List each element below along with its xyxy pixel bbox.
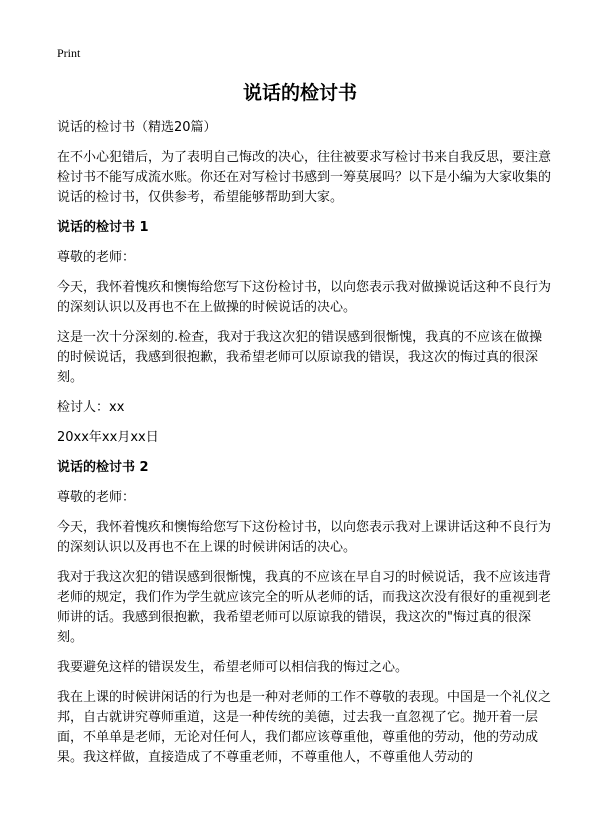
signature: 检讨人：xx — [57, 400, 125, 415]
body-paragraph: 今天，我怀着愧疚和懊悔给您写下这份检讨书，以向您表示我对上课讲话这种不良行为的深刻认识以及再也不在上课的时候讲闲话的决心。 — [57, 520, 552, 555]
body-paragraph: 这是一次十分深刻的.检查，我对于我这次犯的错误感到很惭愧，我真的不应该在做操的时候说话，我感到很抱歉，我希望老师可以原谅我的错误，我这次的悔过真的很深刻。 — [57, 330, 543, 385]
section-heading: 说话的检讨书 2 — [57, 460, 149, 475]
body-paragraph: 我在上课的时候讲闲话的行为也是一种对老师的工作不尊敬的表现。中国是一个礼仪之邦，自古就讲究尊师重道，这是一种传统的美德，过去我一直忽视了它。抛开着一层面，不单单是老师，无论对任何人，我们都应该尊重他，尊重他的劳动，他的劳动成果。我这样做，直接造成了不尊重老师，不尊重他人，不尊重他人劳动的 — [57, 690, 552, 765]
document-subtitle: 说话的检讨书（精选20篇） — [57, 120, 217, 135]
document-body — [57, 118, 553, 778]
document-title: 说话的检讨书 — [242, 82, 357, 104]
print-link[interactable]: Print — [57, 46, 81, 60]
intro-paragraph: 在不小心犯错后，为了表明自己悔改的决心，往往被要求写检讨书来自我反思，要注意检讨书不能写成流水账。你还在对写检讨书感到一筹莫展吗？以下是小编为大家收集的说话的检讨书，仅供参考，希望能够帮助到大家。 — [57, 150, 552, 205]
date: 20xx年xx月xx日 — [57, 430, 159, 445]
body-paragraph: 今天，我怀着愧疚和懊悔给您写下这份检讨书，以向您表示我对做操说话这种不良行为的深刻认识以及再也不在上做操的时候说话的决心。 — [57, 280, 552, 315]
body-paragraph: 我对于我这次犯的错误感到很惭愧，我真的不应该在早自习的时候说话，我不应该违背老师的规定，我们作为学生就应该完全的听从老师的话，而我这次没有很好的重视到老师讲的话。我感到很抱歉，我希望老师可以原谅我的错误，我这次的"悔过真的很深刻。 — [57, 570, 552, 645]
salutation: 尊敬的老师： — [57, 490, 136, 505]
section-heading: 说话的检讨书 1 — [57, 220, 149, 235]
body-paragraph: 我要避免这样的错误发生，希望老师可以相信我的悔过之心。 — [57, 660, 409, 675]
salutation: 尊敬的老师： — [57, 250, 136, 265]
